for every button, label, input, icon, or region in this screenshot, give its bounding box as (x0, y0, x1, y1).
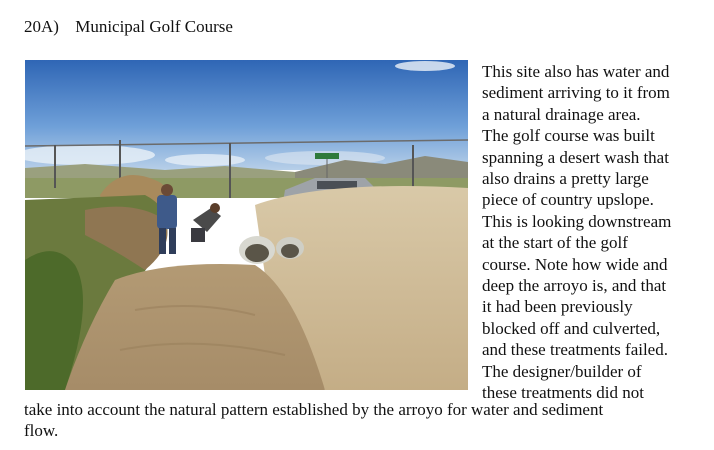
caption-line: take into account the natural pattern established by the arroyo for water and sediment (24, 400, 604, 419)
caption-line: sediment arriving to it from (482, 83, 670, 103)
caption-line: blocked off and culverted, (482, 318, 661, 338)
section-number: 20A) (24, 17, 59, 36)
photo-caption-bottom (24, 399, 704, 442)
caption-line: The golf course was built (482, 126, 655, 146)
caption-line: flow. (24, 421, 59, 441)
section-title: Municipal Golf Course (75, 17, 233, 36)
photo-caption-side (482, 61, 708, 404)
caption-line: it had been previously (482, 297, 633, 317)
caption-line: and these treatments failed. (482, 340, 668, 360)
caption-line: spanning a desert wash that (482, 147, 669, 167)
caption-line: also drains a pretty large (482, 169, 649, 189)
caption-line: at the start of the golf (482, 233, 628, 253)
section-heading (24, 16, 233, 38)
caption-line: This site also has water and (482, 62, 670, 81)
caption-line: course. Note how wide and (482, 254, 668, 274)
caption-line: The designer/builder of (482, 361, 642, 381)
photo-drainage-arroyo-icon (25, 60, 468, 390)
caption-line: This is looking downstream (482, 211, 672, 231)
caption-line: these treatments did not (482, 383, 644, 403)
caption-line: piece of country upslope. (482, 190, 654, 210)
caption-line: a natural drainage area. (482, 104, 641, 124)
site-photo (25, 60, 468, 390)
caption-line: deep the arroyo is, and that (482, 276, 667, 296)
